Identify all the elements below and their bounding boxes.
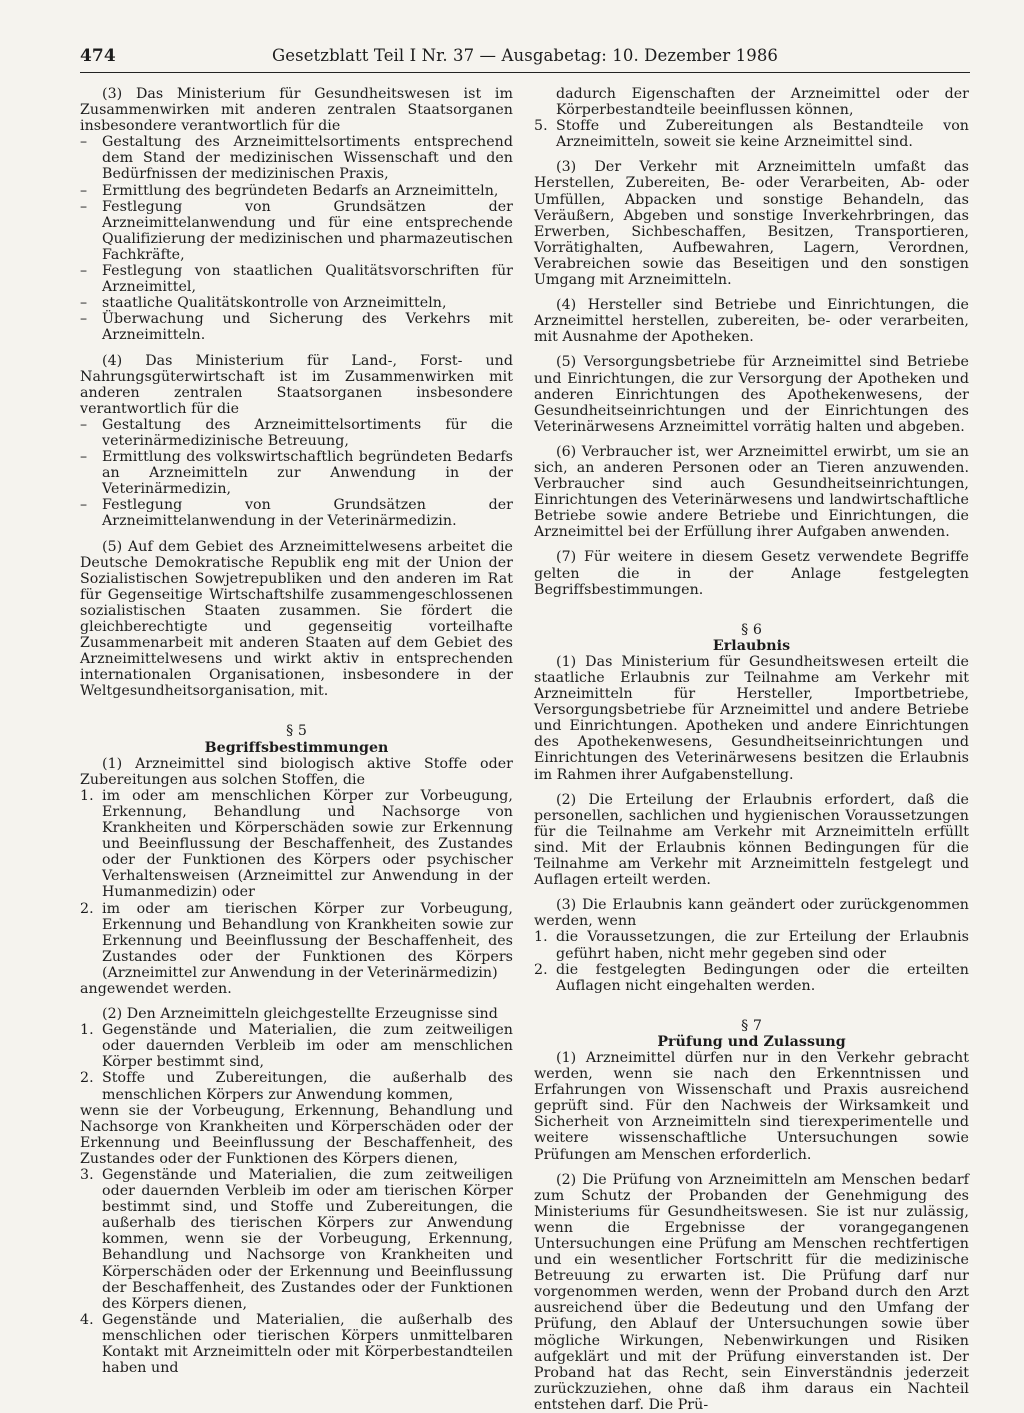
left-column [80,86,513,1376]
s5-paragraph-1-tail: angewendet werden. [80,980,232,997]
numbered-item: 5. Stoffe und Zubereitungen als Bestandteile von Arzneimitteln, soweit sie keine Arzneimittel sind. [534,118,969,151]
section-5-label: § 5 [286,723,307,740]
numbered-item: 2. im oder am tierischen Körper zur Vorbeugung, Erkennung und Behandlung von Krankheiten sowie zur Erkennung und Beeinflussung der Beschaffenheit, des Zustandes oder der Funktionen des Körpers (Arzneimittel zur Anwendung in der Veterinärmedizin) [80,900,513,981]
s6-paragraph-1: (1) Das Ministerium für Gesundheitswesen erteilt die staatliche Erlaubnis zur Teilnahme am Verkehr mit Arzneimitteln für Hersteller, Importbetriebe, Versorgungsbetriebe für Arzneimittel und andere Betriebe und Einrichtungen. Apotheken und andere Einrichtungen des Apothekenwesens, Gesundheitseinrichtungen und Einrichtungen des Veterinärwesens besitzen die Erlaubnis im Rahmen ihrer Aufgabenstellung. [534,653,969,783]
paragraph-5: (5) Versorgungsbetriebe für Arzneimittel sind Betriebe und Einrichtungen, die zur Versorgung der Apotheken und anderen Einrichtungen des Apothekenwesens, der Gesundheitseinrichtungen und der Einrichtungen des Veterinärwesens Arzneimittel vorrätig halten und abgeben. [534,354,969,435]
list-item: – Gestaltung des Arzneimittelsortiments für die veterinärmedizinische Betreuung, [80,416,513,449]
paragraph-4: (4) Hersteller sind Betriebe und Einrichtungen, die Arzneimittel herstellen, zubereiten, be- oder verarbeiten, mit Ausnahme der Apotheken. [534,297,969,346]
section-7-label: § 7 [741,1017,762,1034]
item-4-continuation: dadurch Eigenschaften der Arzneimittel oder der Körperbestandteile beeinflussen können, [556,86,969,119]
right-column [534,86,969,1413]
s7-paragraph-1: (1) Arzneimittel dürfen nur in den Verkehr gebracht werden, wenn sie nach den Erkenntnissen und Erfahrungen von Wissenschaft und Praxis ausreichend geprüft sind. Für den Nachweis der Wirksamkeit und Sicherheit von Arzneimitteln sind tierexperimentelle und weitere wissenschaftliche Untersuchungen sowie Prüfungen am Menschen erforderlich. [534,1049,969,1163]
s5-paragraph-2-middle: wenn sie der Vorbeugung, Erkennung, Behandlung und Nachsorge von Krankheiten und Körperschäden oder der Erkennung und Beeinflussung der Beschaffenheit, des Zustandes oder der Funktionen des Körpers dienen, [80,1102,513,1167]
list-item: – Ermittlung des begründeten Bedarfs an Arzneimitteln, [80,182,499,199]
numbered-item: 3. Gegenstände und Materialien, die zum zeitweiligen oder dauernden Verbleib im oder am tierischen Körper bestimmt sind, und Stoffe und Zubereitungen, die außerhalb des tierischen Körpers zur Anwendung kommen, wenn sie der Vorbeugung, Erkennung, Behandlung und Nachsorge von Krankheiten und Körperschäden oder der Erkennung und Beeinflussung der Beschaffenheit, des Zustandes oder der Funktionen des Körpers dienen, [80,1167,513,1312]
section-7-title: Prüfung und Zulassung [657,1033,846,1050]
s5-paragraph-1: (1) Arzneimittel sind biologisch aktive Stoffe oder Zubereitungen aus solchen Stoffen, die [80,755,513,788]
s6-paragraph-3: (3) Die Erlaubnis kann geändert oder zurückgenommen werden, wenn [534,897,969,930]
section-6-title: Erlaubnis [712,637,791,654]
list-item: – Gestaltung des Arzneimittelsortiments entsprechend dem Stand der medizinischen Wissenschaft und den Bedürfnissen der medizinischen Praxis, [80,134,513,183]
numbered-item: 2. die festgelegten Bedingungen oder die erteilten Auflagen nicht eingehalten werden. [534,961,969,994]
paragraph-3: (3) Der Verkehr mit Arzneimitteln umfaßt das Herstellen, Zubereiten, Be- oder Verarbeiten, Ab- oder Umfüllen, Abpacken und sonstige Behandeln, das Veräußern, Abgeben und sonstige Inverkehrbringen, das Erwerben, Sichbeschaffen, Besitzen, Transportieren, Vorrätighalten, Aufbewahren, Lagern, Verordnen, Verabreichen sowie das Beseitigen und den sonstigen Umgang mit Arzneimitteln. [534,159,969,289]
list-item: – Überwachung und Sicherung des Verkehrs mit Arzneimitteln. [80,311,513,344]
list-item: – Festlegung von staatlichen Qualitätsvorschriften für Arzneimittel, [80,263,513,296]
list-item: – Festlegung von Grundsätzen der Arzneimittelanwendung und für eine entsprechende Qualifizierung der medizinischen und pharmazeutischen Fachkräfte, [80,198,513,263]
list-item: – Ermittlung des volkswirtschaftlich begründeten Bedarfs an Arzneimitteln zur Anwendung in der Veterinärmedizin, [80,449,513,498]
section-6-label: § 6 [741,621,762,638]
paragraph-3-intro: (3) Das Ministerium für Gesundheitswesen ist im Zusammenwirken mit anderen zentralen Staatsorganen insbesondere verantwortlich für die [80,86,513,135]
running-title: Gesetzblatt Teil I Nr. 37 — Ausgabetag: 10. Dezember 1986 [271,46,779,65]
s5-paragraph-2: (2) Den Arzneimitteln gleichgestellte Erzeugnisse sind [102,1006,498,1023]
list-item: – Festlegung von Grundsätzen der Arzneimittelanwendung in der Veterinärmedizin. [80,497,513,530]
list-item: – staatliche Qualitätskontrolle von Arzneimitteln, [80,295,447,312]
numbered-item: 1. im oder am menschlichen Körper zur Vorbeugung, Erkennung, Behandlung und Nachsorge von Krankheiten und Körperschäden sowie zur Erkennung und Beeinflussung der Beschaffenheit, des Zustandes oder der Funktionen des Körpers oder psychischer Verhaltensweisen (Arzneimittel zur Anwendung in der Humanmedizin) oder [80,787,513,901]
paragraph-5: (5) Auf dem Gebiet des Arzneimittelwesens arbeitet die Deutsche Demokratische Republik eng mit der Union der Sozialistischen Sowjetrepubliken und den anderen im Rat für Gegenseitige Wirtschaftshilfe zusammengeschlossenen sozialistischen Staaten zusammen. Sie fördert die gleichberechtigte und gegenseitig vorteilhafte Zusammenarbeit mit anderen Staaten auf dem Gebiet des Arzneimittelwesens und wirkt aktiv in entsprechenden internationalen Organisationen, insbesondere in der Weltgesundheitsorganisation, mit. [80,538,513,700]
page-number: 474 [80,46,116,66]
paragraph-6: (6) Verbraucher ist, wer Arzneimittel erwirbt, um sie an sich, an anderen Personen oder an Tieren anzuwenden. Verbraucher sind auch Gesundheitseinrichtungen, Einrichtungen des Veterinärwesens und landwirtschaftliche Betriebe sowie andere Betriebe und Einrichtungen, die Arzneimittel bei der Erfüllung ihrer Aufgaben anwenden. [534,443,969,541]
section-5-title: Begriffsbestimmungen [204,739,389,756]
paragraph-4-intro: (4) Das Ministerium für Land-, Forst- und Nahrungsgüterwirtschaft ist im Zusammenwirken mit anderen zentralen Staatsorganen insbesondere verantwortlich für die [80,352,513,417]
s7-paragraph-2: (2) Die Prüfung von Arzneimitteln am Menschen bedarf zum Schutz der Probanden der Genehmigung des Ministeriums für Gesundheitswesen. Sie ist nur zulässig, wenn die Ergebnisse der vorangegangenen Untersuchungen eine Prüfung am Menschen rechtfertigen und ein wesentlicher Fortschritt für die medizinische Betreuung zu erwarten ist. Die Prüfung darf nur vorgenommen werden, wenn der Proband durch den Arzt ausreichend über die Bedeutung und den Umfang der Prüfung, den Ablauf der Untersuchungen sowie über mögliche Wirkungen, Nebenwirkungen und Risiken aufgeklärt und mit der Prüfung einverstanden ist. Der Proband hat das Recht, sein Einverständnis jederzeit zurückzuziehen, ohne daß ihm daraus ein Nachteil entstehen darf. Die Prü- [534,1171,969,1413]
numbered-item: 4. Gegenstände und Materialien, die außerhalb des menschlichen oder tierischen Körpers unmittelbaren Kontakt mit Arzneimitteln oder mit Körperbestandteilen haben und [80,1311,513,1377]
numbered-item: 1. die Voraussetzungen, die zur Erteilung der Erlaubnis geführt haben, nicht mehr gegeben sind oder [534,929,969,962]
s6-paragraph-2: (2) Die Erteilung der Erlaubnis erfordert, daß die personellen, sachlichen und hygienischen Voraussetzungen für die Teilnahme am Verkehr mit Arzneimitteln erfüllt sind. Mit der Erlaubnis können Bedingungen für die Teilnahme am Verkehr mit Arzneimitteln festgelegt und Auflagen erteilt werden. [534,791,969,889]
page-header [80,44,970,73]
numbered-item: 2. Stoffe und Zubereitungen, die außerhalb des menschlichen Körpers zur Anwendung kommen, [80,1070,513,1103]
numbered-item: 1. Gegenstände und Materialien, die zum zeitweiligen oder dauernden Verbleib im oder am menschlichen Körper bestimmt sind, [80,1022,513,1071]
paragraph-7: (7) Für weitere in diesem Gesetz verwendete Begriffe gelten die in der Anlage festgelegten Begriffsbestimmungen. [534,549,969,598]
